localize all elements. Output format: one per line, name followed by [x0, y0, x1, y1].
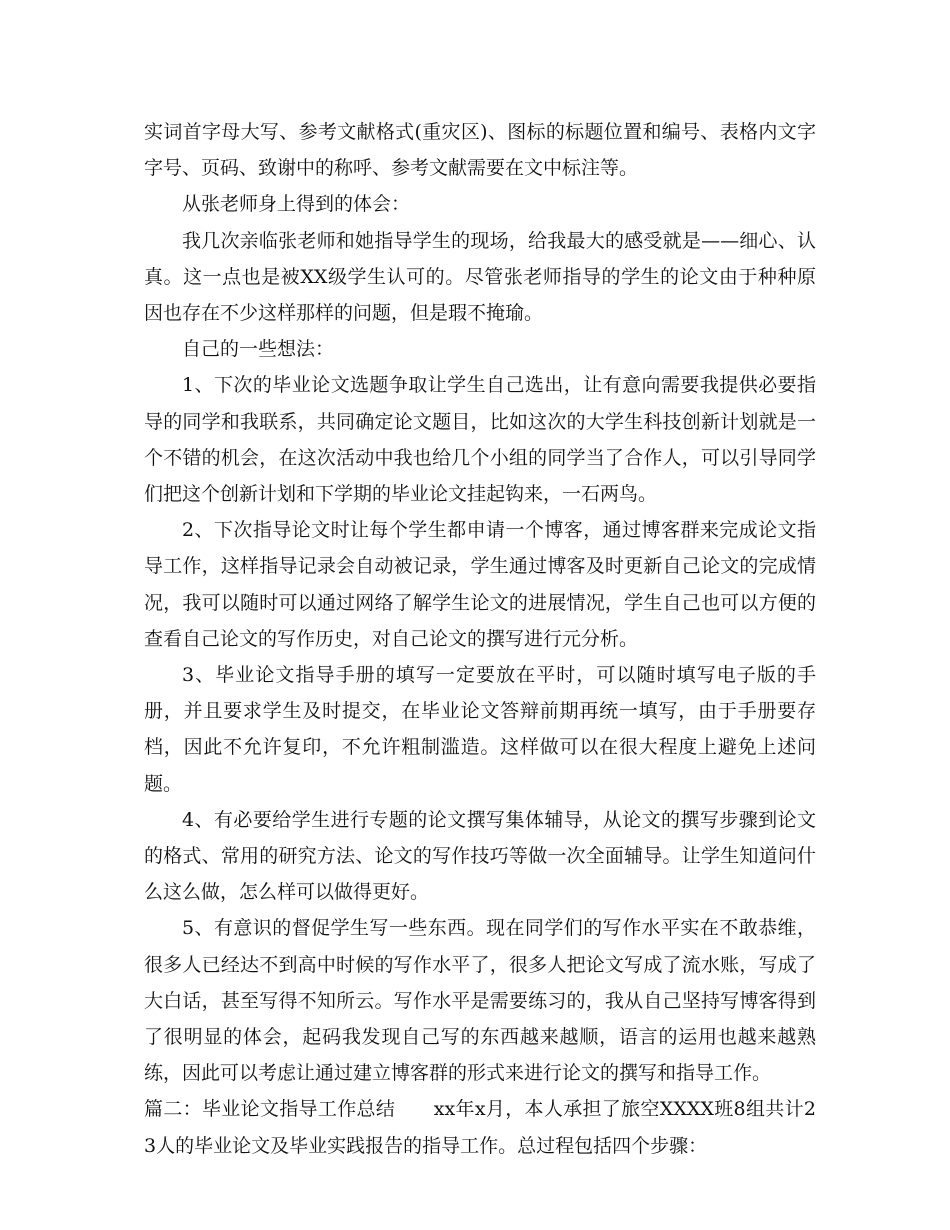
paragraph-part-two-intro: 篇二：毕业论文指导工作总结 xx年x月，本人承担了旅空XXXX班8组共计23人的毕业论文及毕业实践报告的指导工作。总过程包括四个步骤：	[144, 1098, 816, 1157]
heading-own-thoughts: 自己的一些想法：	[182, 338, 335, 361]
paragraph-thought-3: 3、毕业论文指导手册的填写一定要放在平时，可以随时填写电子版的手册，并且要求学生及时提交，在毕业论文答辩前期再统一填写，由于手册要存档，因此不允许复印，不允许粗制滥造。这样做可以在很大程度上避免上述问题。	[144, 664, 816, 795]
paragraph-thought-5: 5、有意识的督促学生写一些东西。现在同学们的写作水平实在不敢恭维，很多人已经达不到高中时候的写作水平了，很多人把论文写成了流水账，写成了大白话，甚至写得不知所云。写作水平是需要练习的，我从自己坚持写博客得到了很明显的体会，起码我发现自己写的东西越来越顺，语言的运用也越来越熟练，因此可以考虑让通过建立博客群的形式来进行论文的撰写和指导工作。	[144, 917, 816, 1085]
paragraph-thought-4: 4、有必要给学生进行专题的论文撰写集体辅导，从论文的撰写步骤到论文的格式、常用的研究方法、论文的写作技巧等做一次全面辅导。让学生知道问什么这么做，怎么样可以做得更好。	[144, 808, 816, 904]
document-body	[144, 114, 816, 1164]
paragraph-thought-1: 1、下次的毕业论文选题争取让学生自己选出，让有意向需要我提供必要指导的同学和我联系，共同确定论文题目，比如这次的大学生科技创新计划就是一个不错的机会，在这次活动中我也给几个小组的同学当了合作人，可以引导同学们把这个创新计划和下学期的毕业论文挂起钩来，一石两鸟。	[144, 374, 816, 506]
paragraph-continued-formatting-issues: 实词首字母大写、参考文献格式(重灾区)、图标的标题位置和编号、表格内文字字号、页码、致谢中的称呼、参考文献需要在文中标注等。	[144, 121, 816, 180]
paragraph-thought-2: 2、下次指导论文时让每个学生都申请一个博客，通过博客群来完成论文指导工作，这样指导记录会自动被记录，学生通过博客及时更新自己论文的完成情况，我可以随时可以通过网络了解学生论文的进展情况，学生自己也可以方便的查看自己论文的写作历史，对自己论文的撰写进行元分析。	[144, 519, 816, 650]
heading-lessons-from-teacher-zhang: 从张老师身上得到的体会：	[182, 193, 411, 216]
paragraph-teacher-zhang-impression: 我几次亲临张老师和她指导学生的现场，给我最大的感受就是——细心、认真。这一点也是被XX级学生认可的。尽管张老师指导的学生的论文由于种种原因也存在不少这样那样的问题，但是瑕不掩瑜。	[144, 229, 816, 325]
